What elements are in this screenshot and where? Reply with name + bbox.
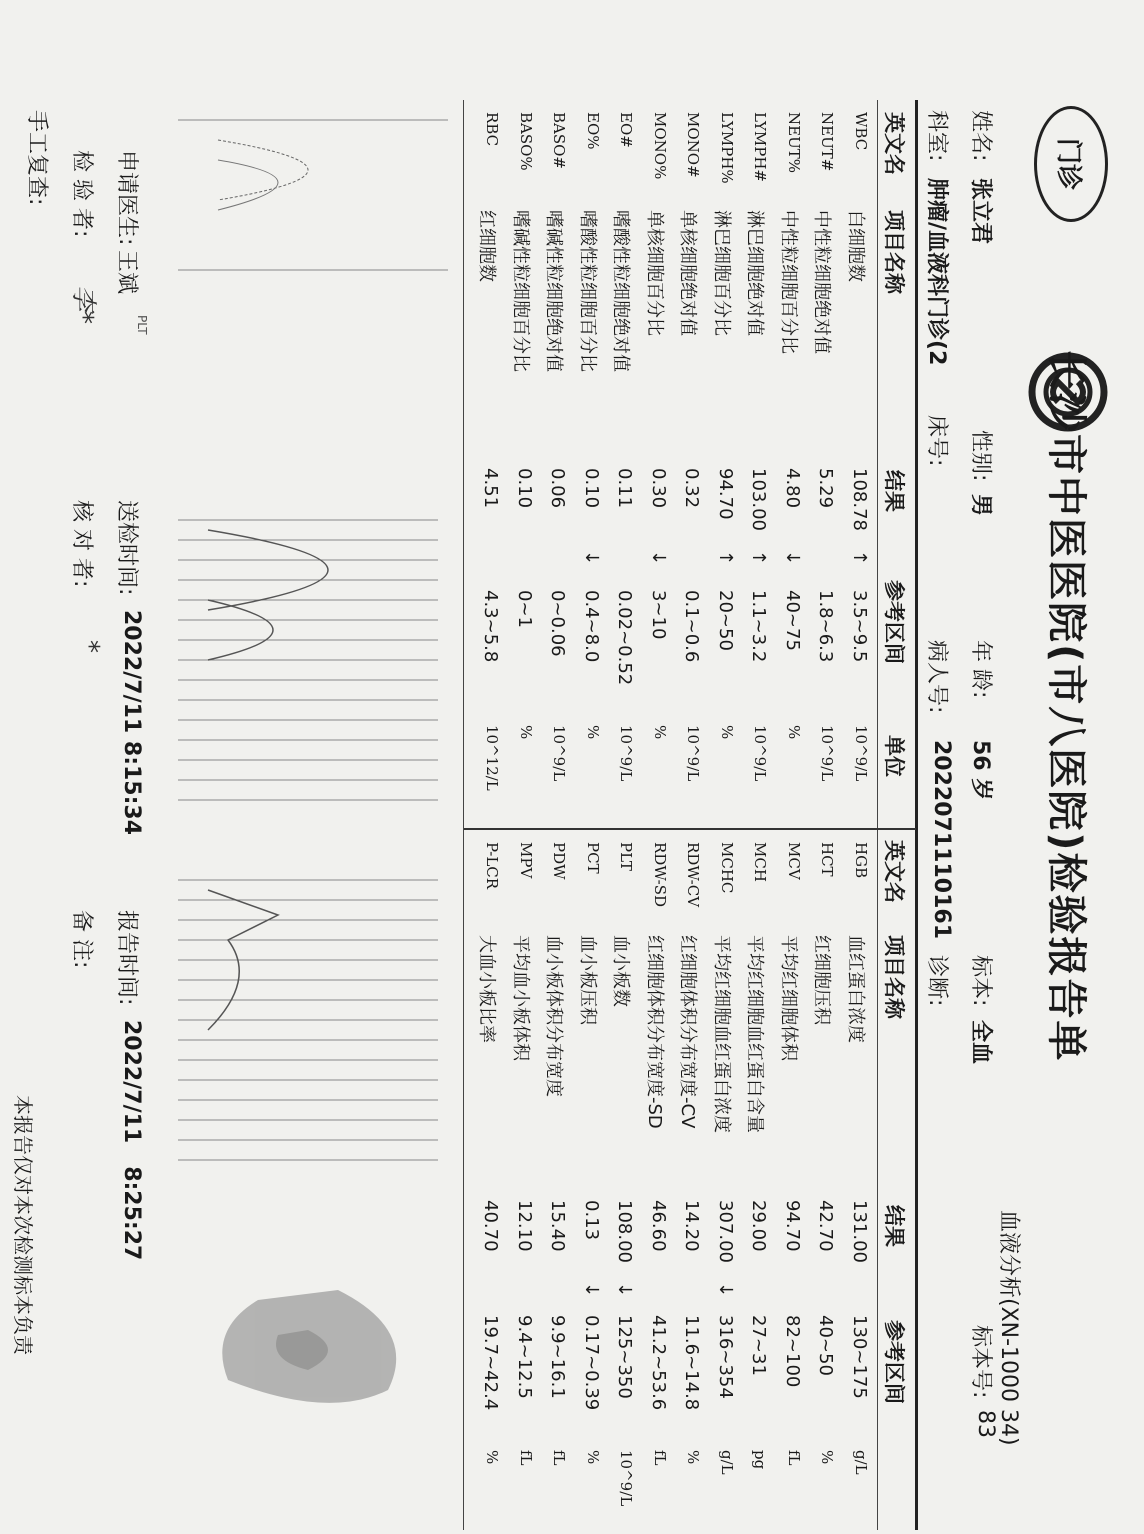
- test-name: 血小板体积分布宽度: [543, 935, 565, 1097]
- test-code: BASO#: [550, 112, 569, 169]
- reference-range: 0.1~0.6: [681, 590, 703, 663]
- test-result: 0.32: [681, 468, 703, 509]
- test-unit: 10^9/L: [617, 1450, 636, 1507]
- disclaimer-note: 本报告仅对本次检测标本负责: [11, 1095, 35, 1355]
- test-code: EO#: [617, 112, 636, 148]
- test-name: 红细胞体积分布宽度-SD: [644, 935, 665, 1129]
- test-result: 12.10: [514, 1200, 535, 1252]
- table-row: [838, 0, 870, 1534]
- report-title: 长沙市中医医院(市八医院)检验报告单: [1043, 350, 1089, 1063]
- reference-range: 0~0.06: [547, 590, 569, 657]
- test-unit: 10^9/L: [550, 725, 569, 782]
- table-row: [570, 0, 602, 1534]
- tester-label: 检 验 者:: [69, 150, 94, 238]
- sex-label: 性别:: [968, 430, 993, 482]
- test-unit: %: [684, 1450, 703, 1465]
- test-name: 白细胞数: [845, 210, 866, 282]
- test-code: MCHC: [718, 842, 736, 894]
- name-label: 姓名:: [968, 110, 993, 162]
- test-unit: %: [651, 725, 669, 740]
- checker-label: 核 对 者:: [69, 500, 94, 588]
- test-code: LYMPH%: [718, 112, 736, 184]
- test-code: MONO%: [651, 112, 669, 180]
- reference-range: 40~50: [815, 1315, 837, 1376]
- test-name: 平均红细胞体积: [778, 935, 799, 1061]
- test-code: P-LCR: [483, 842, 502, 890]
- col-unit-left: 单位: [882, 735, 906, 777]
- table-row: [805, 0, 837, 1534]
- specimen-no: 83: [973, 1410, 998, 1438]
- test-code: MCV: [785, 842, 803, 880]
- test-name: 大血小板比率: [476, 935, 498, 1043]
- test-unit: %: [584, 725, 602, 740]
- report-subtitle: 血液分析(XN-1000 34): [996, 1210, 1021, 1446]
- test-result: 5.29: [815, 468, 837, 509]
- test-name: 平均血小板体积: [510, 935, 531, 1061]
- table-row: [671, 0, 703, 1534]
- reference-range: 3~10: [648, 590, 669, 640]
- test-unit: %: [818, 1450, 837, 1465]
- result-flag: ↑: [748, 550, 770, 566]
- table-row: [637, 0, 669, 1534]
- test-code: RDW-SD: [651, 842, 669, 908]
- test-code: WBC: [852, 112, 870, 151]
- send-time: 2022/7/11 8:15:34: [119, 610, 144, 836]
- test-code: HCT: [818, 842, 837, 877]
- manual-check-label: 手工复查:: [24, 110, 49, 206]
- dept-label: 科室:: [924, 110, 949, 162]
- reference-range: 0.02~0.52: [614, 590, 636, 686]
- test-code: MPV: [517, 842, 535, 879]
- bed-label: 床号:: [924, 415, 949, 467]
- reference-range: 9.9~16.1: [547, 1315, 569, 1399]
- test-name: 血红蛋白浓度: [845, 935, 866, 1043]
- reference-range: 27~31: [748, 1315, 770, 1376]
- test-name: 红细胞数: [476, 210, 498, 282]
- test-name: 嗜碱性粒细胞绝对值: [543, 210, 565, 372]
- test-code: MONO#: [684, 112, 703, 178]
- test-unit: 10^9/L: [818, 725, 837, 782]
- table-row: [604, 0, 636, 1534]
- test-code: RBC: [483, 112, 502, 147]
- col-en-left: 英文名: [882, 112, 906, 175]
- test-result: 0.10: [514, 468, 535, 509]
- test-code: PLT: [617, 842, 636, 871]
- remark-label: 备 注:: [69, 910, 94, 969]
- doctor-name: 王斌: [114, 250, 139, 295]
- test-result: 0.11: [614, 468, 636, 509]
- test-result: 4.80: [782, 468, 803, 509]
- test-unit: 10^9/L: [684, 725, 703, 782]
- table-row: [503, 0, 535, 1534]
- test-result: 15.40: [547, 1200, 569, 1252]
- test-result: 0.30: [648, 468, 669, 509]
- test-name: 嗜碱性粒细胞百分比: [510, 210, 531, 372]
- test-unit: %: [517, 725, 535, 740]
- test-code: RDW-CV: [684, 842, 703, 908]
- test-name: 淋巴细胞绝对值: [744, 210, 766, 336]
- result-flag: ↓: [648, 550, 669, 566]
- specimen-value: 全血: [968, 1020, 993, 1065]
- reference-range: 3.5~9.5: [849, 590, 870, 663]
- dept-value: 肿瘤/血液科门诊(2: [924, 178, 949, 366]
- test-name: 血小板压积: [577, 935, 598, 1025]
- result-flag: ↑: [849, 550, 870, 566]
- test-result: 94.70: [715, 468, 736, 520]
- specimen-no-label: 标本号:: [968, 1325, 993, 1399]
- doctor-label: 申请医生:: [114, 150, 139, 246]
- test-name: 血小板数: [610, 935, 632, 1007]
- reference-range: 11.6~14.8: [681, 1315, 703, 1411]
- table-row: [704, 0, 736, 1534]
- test-unit: fL: [651, 1450, 669, 1466]
- patient-sex: 男: [968, 494, 993, 517]
- reference-range: 130~175: [849, 1315, 870, 1399]
- table-row: [738, 0, 770, 1534]
- test-name: 淋巴细胞百分比: [711, 210, 732, 336]
- test-result: 46.60: [648, 1200, 669, 1252]
- reference-range: 20~50: [715, 590, 736, 651]
- test-code: NEUT%: [785, 112, 803, 173]
- test-code: EO%: [584, 112, 602, 150]
- test-result: 108.00: [614, 1200, 636, 1263]
- reference-range: 0.4~8.0: [581, 590, 602, 663]
- table-bottom-rule: [463, 100, 464, 1530]
- reference-range: 40~75: [782, 590, 803, 651]
- table-row: [537, 0, 569, 1534]
- test-result: 108.78: [849, 468, 870, 531]
- test-code: BASO%: [517, 112, 535, 171]
- test-unit: g/L: [718, 1450, 736, 1475]
- test-unit: fL: [785, 1450, 803, 1466]
- reference-range: 316~354: [715, 1315, 736, 1399]
- send-time-label: 送检时间:: [114, 500, 139, 596]
- test-result: 103.00: [748, 468, 770, 531]
- test-result: 4.51: [480, 468, 502, 509]
- patient-no-label: 病人号:: [924, 640, 949, 714]
- result-flag: ↓: [715, 1282, 736, 1298]
- report-time: 2022/7/11 8:25:27: [119, 1020, 144, 1261]
- reference-range: 1.1~3.2: [748, 590, 770, 663]
- col-en-right: 英文名: [882, 840, 906, 903]
- test-code: PDW: [550, 842, 569, 880]
- col-ref-right: 参考区间: [882, 1320, 906, 1404]
- test-code: PCT: [584, 842, 602, 874]
- test-unit: fL: [517, 1450, 535, 1466]
- patient-no: 2022071110161: [929, 740, 954, 939]
- test-name: 单核细胞百分比: [644, 210, 665, 336]
- test-code: HGB: [852, 842, 870, 879]
- table-header-rule: [877, 100, 878, 1530]
- col-result-left: 结果: [882, 470, 906, 512]
- test-result: 40.70: [480, 1200, 502, 1252]
- patient-age: 56 岁: [968, 740, 993, 801]
- test-unit: 10^9/L: [617, 725, 636, 782]
- diagnosis-label: 诊断:: [924, 955, 949, 1007]
- reference-range: 4.3~5.8: [480, 590, 502, 663]
- test-result: 42.70: [815, 1200, 837, 1252]
- reference-range: 82~100: [782, 1315, 803, 1388]
- test-name: 平均红细胞血红蛋白浓度: [711, 935, 732, 1133]
- test-unit: pg: [751, 1450, 770, 1470]
- test-name: 嗜酸性粒细胞绝对值: [610, 210, 632, 372]
- outpatient-badge: 门诊: [1034, 106, 1108, 222]
- reference-range: 1.8~6.3: [815, 590, 837, 663]
- reference-range: 125~350: [614, 1315, 636, 1399]
- result-flag: ↓: [614, 1282, 636, 1298]
- test-name: 中性粒细胞百分比: [778, 210, 799, 354]
- test-unit: fL: [550, 1450, 569, 1466]
- histogram-area: [168, 100, 458, 1530]
- plt-mark: PLT: [135, 315, 149, 335]
- test-name: 红细胞体积分布宽度-CV: [677, 935, 699, 1129]
- age-label: 年 龄:: [968, 640, 993, 699]
- col-result-right: 结果: [882, 1205, 906, 1247]
- test-name: 中性粒细胞绝对值: [811, 210, 833, 354]
- test-result: 131.00: [849, 1200, 870, 1263]
- test-name: 红细胞压积: [811, 935, 833, 1025]
- test-unit: g/L: [852, 1450, 870, 1475]
- table-row: [470, 0, 502, 1534]
- test-result: 94.70: [782, 1200, 803, 1252]
- test-result: 29.00: [748, 1200, 770, 1252]
- test-name: 嗜酸性粒细胞百分比: [577, 210, 598, 372]
- tester-signature: 李*: [68, 285, 98, 325]
- result-flag: ↓: [581, 1282, 602, 1298]
- col-name-right: 项目名称: [882, 935, 906, 1019]
- test-code: LYMPH#: [751, 112, 770, 183]
- patient-name: 张立君: [968, 178, 993, 245]
- test-unit: 10^12/L: [483, 725, 502, 791]
- test-result: 14.20: [681, 1200, 703, 1252]
- test-unit: 10^9/L: [751, 725, 770, 782]
- test-unit: %: [718, 725, 736, 740]
- test-result: 0.13: [581, 1200, 602, 1241]
- col-ref-left: 参考区间: [882, 580, 906, 664]
- test-unit: %: [483, 1450, 502, 1465]
- test-unit: %: [584, 1450, 602, 1465]
- reference-range: 9.4~12.5: [514, 1315, 535, 1399]
- test-name: 平均红细胞血红蛋白含量: [744, 935, 766, 1133]
- test-unit: %: [785, 725, 803, 740]
- reference-range: 0~1: [514, 590, 535, 628]
- test-result: 0.10: [581, 468, 602, 509]
- test-result: 307.00: [715, 1200, 736, 1263]
- result-flag: ↓: [581, 550, 602, 566]
- col-name-left: 项目名称: [882, 210, 906, 294]
- test-result: 0.06: [547, 468, 569, 509]
- reference-range: 41.2~53.6: [648, 1315, 669, 1411]
- result-flag: ↓: [782, 550, 803, 566]
- test-code: MCH: [751, 842, 770, 882]
- report-time-label: 报告时间:: [114, 910, 139, 1006]
- reference-range: 0.17~0.39: [581, 1315, 602, 1411]
- test-code: NEUT#: [818, 112, 837, 172]
- checker-signature: *: [74, 640, 104, 653]
- test-name: 单核细胞绝对值: [677, 210, 699, 336]
- test-unit: 10^9/L: [852, 725, 870, 782]
- table-row: [771, 0, 803, 1534]
- specimen-label: 标本:: [968, 955, 993, 1007]
- table-top-rule: [915, 100, 918, 1530]
- result-flag: ↑: [715, 550, 736, 566]
- reference-range: 19.7~42.4: [480, 1315, 502, 1411]
